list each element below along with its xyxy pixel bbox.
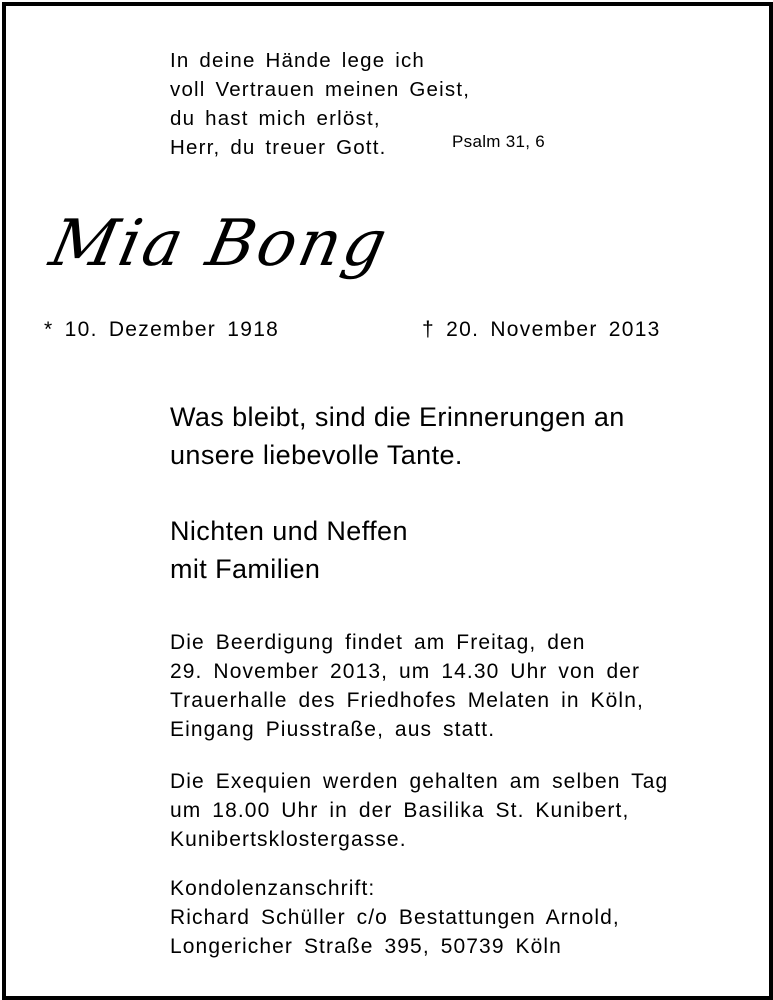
funeral-line: Die Beerdigung findet am Freitag, den bbox=[170, 631, 586, 654]
mass-line: Die Exequien werden gehalten am selben Tag bbox=[170, 770, 669, 793]
birth-date: * 10. Dezember 1918 bbox=[44, 318, 280, 341]
deceased-name-script bbox=[40, 195, 460, 295]
death-date: † 20. November 2013 bbox=[422, 318, 661, 341]
funeral-notice bbox=[170, 628, 644, 744]
psalm-line: In deine Hände lege ich bbox=[170, 49, 426, 72]
message-line: Was bleibt, sind die Erinnerungen an bbox=[170, 402, 625, 432]
remembrance-message bbox=[170, 398, 625, 474]
mass-notice bbox=[170, 767, 668, 854]
funeral-line: 29. November 2013, um 14.30 Uhr von der bbox=[170, 660, 641, 683]
mourners-line: Nichten und Neffen bbox=[170, 516, 408, 546]
funeral-line: Eingang Piusstraße, aus statt. bbox=[170, 718, 496, 741]
deceased-name: Mia Bong bbox=[43, 206, 396, 281]
psalm-line: du hast mich erlöst, bbox=[170, 107, 381, 130]
condolence-line: Richard Schüller c/o Bestattungen Arnold, bbox=[170, 906, 620, 929]
mass-line: um 18.00 Uhr in der Basilika St. Kunibert, bbox=[170, 799, 630, 822]
mass-line: Kunibertsklostergasse. bbox=[170, 828, 407, 851]
condolence-line: Longericher Straße 395, 50739 Köln bbox=[170, 935, 562, 958]
condolence-line: Kondolenzanschrift: bbox=[170, 877, 376, 900]
message-line: unsere liebevolle Tante. bbox=[170, 440, 463, 470]
mourners bbox=[170, 512, 408, 588]
mourners-line: mit Familien bbox=[170, 554, 321, 584]
psalm-line: voll Vertrauen meinen Geist, bbox=[170, 78, 471, 101]
funeral-line: Trauerhalle des Friedhofes Melaten in Köln, bbox=[170, 689, 644, 712]
psalm-line: Herr, du treuer Gott. bbox=[170, 136, 387, 159]
psalm-reference: Psalm 31, 6 bbox=[452, 132, 546, 151]
condolence-address bbox=[170, 874, 620, 961]
psalm-verse bbox=[170, 46, 470, 162]
